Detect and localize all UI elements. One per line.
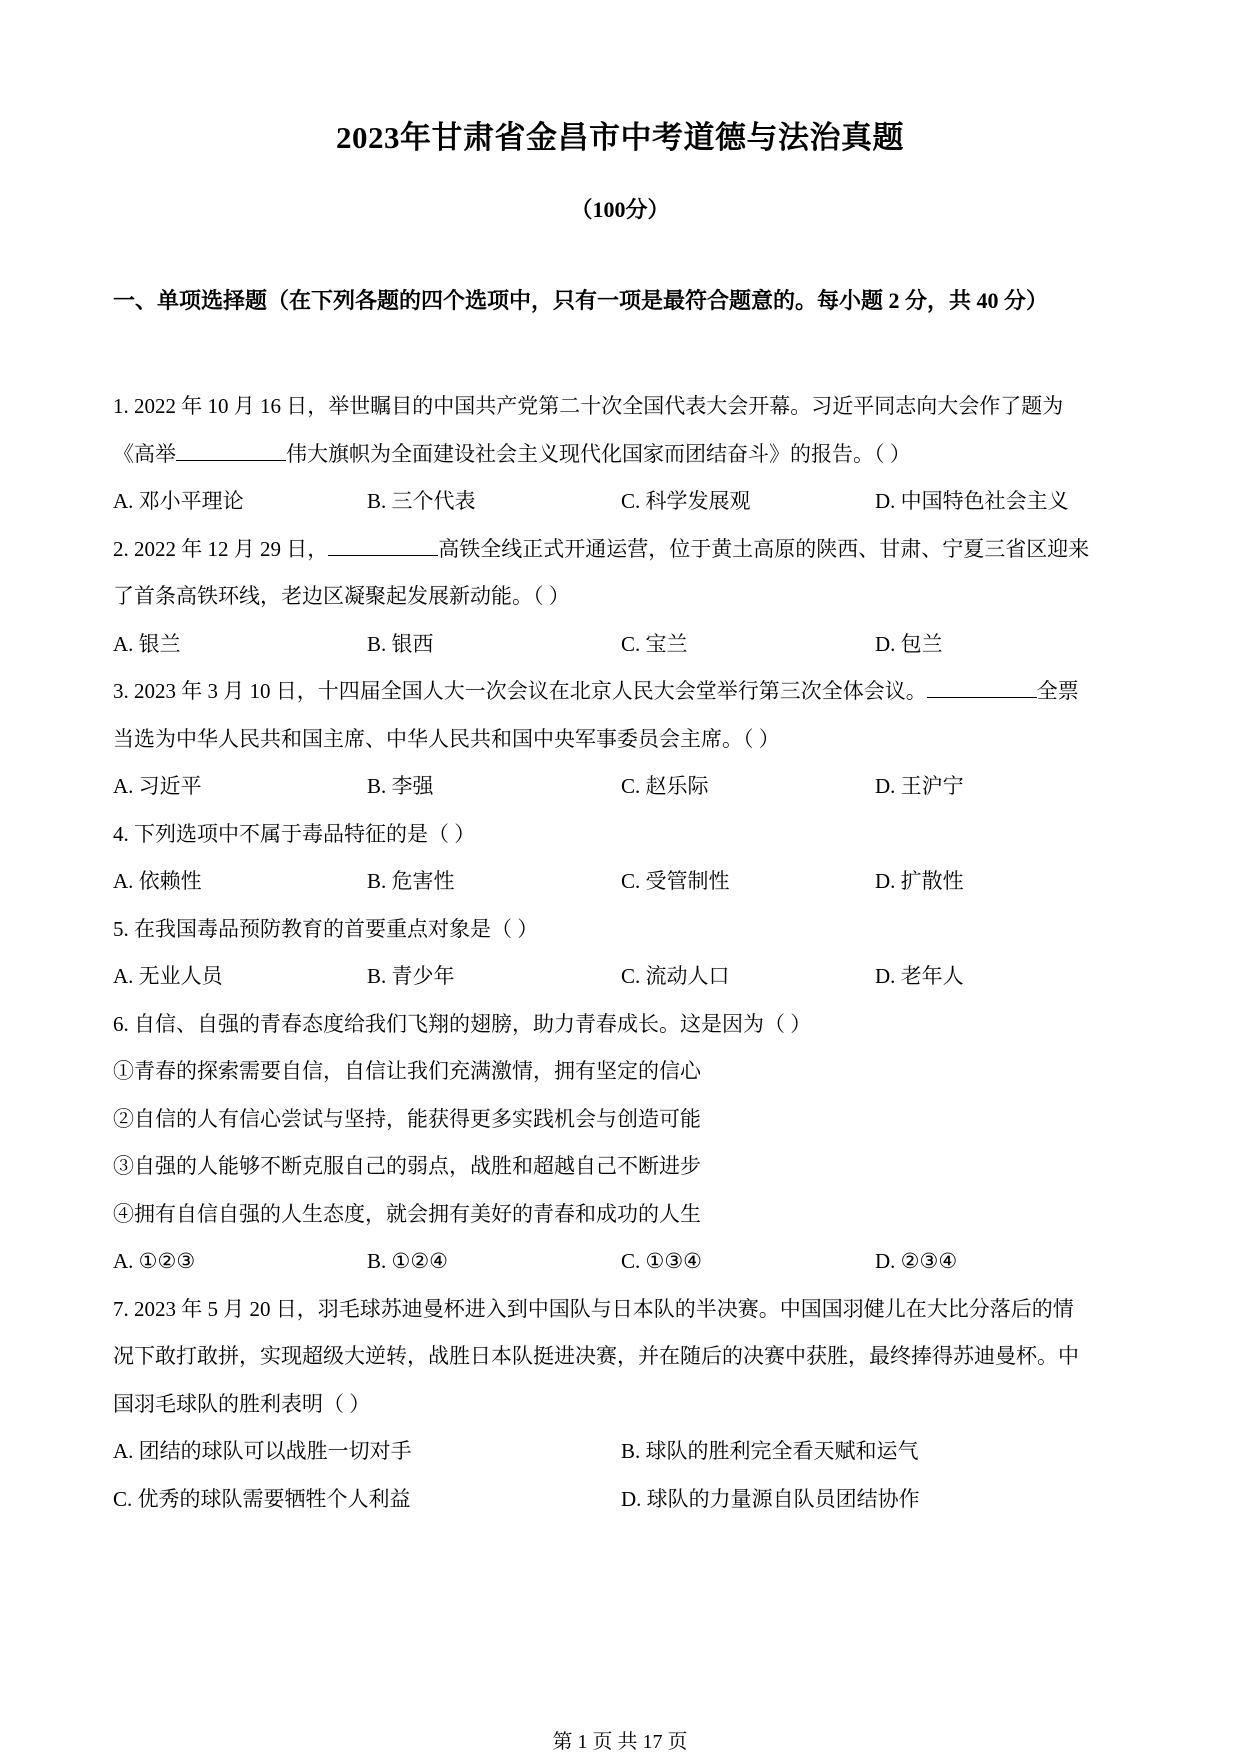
- fill-blank: [176, 440, 286, 461]
- question-4-stem: 4. 下列选项中不属于毒品特征的是（ ）: [113, 821, 476, 846]
- option-c: C. 流动人口: [621, 964, 730, 988]
- option-d: D. 王沪宁: [875, 774, 964, 798]
- option-c: C. 受管制性: [621, 869, 730, 893]
- question-2-stem-cont: 了首条高铁环线，老边区凝聚起发展新动能。（ ）: [113, 584, 570, 608]
- option-d: D. 中国特色社会主义: [875, 489, 1069, 513]
- question-5-options: [113, 961, 1129, 1009]
- option-c: C. 宝兰: [621, 631, 688, 656]
- option-b: B. ①②④: [367, 1249, 448, 1273]
- option-b: B. 三个代表: [367, 489, 476, 513]
- question-3-stem-cont: 当选为中华人民共和国主席、中华人民共和国中央军事委员会主席。（ ）: [113, 726, 780, 751]
- question-1-stem: 1. 2022 年 10 月 16 日，举世瞩目的中国共产党第二十次全国代表大会开幕。习近平同志向大会作了题为: [113, 394, 1064, 418]
- statement-4: ④拥有自信自强的人生态度，就会拥有美好的青春和成功的人生: [113, 1201, 701, 1226]
- question-2-stem: 2. 2022 年 12 月 29 日， 高铁全线正式开通运营，位于黄土高原的陕西、甘肃、宁夏三省区迎来: [113, 536, 1090, 561]
- option-a: A. 无业人员: [113, 964, 223, 988]
- option-a: A. ①②③: [113, 1249, 196, 1273]
- question-6-options: [113, 1246, 1129, 1294]
- question-7-stem: 7. 2023 年 5 月 20 日，羽毛球苏迪曼杯进入到中国队与日本队的半决赛。中国国羽健儿在大比分落后的情: [113, 1296, 1074, 1321]
- option-a: A. 团结的球队可以战胜一切对手: [113, 1439, 412, 1463]
- question-list: [113, 391, 1129, 1531]
- option-c: C. 科学发展观: [621, 489, 751, 513]
- question-5-stem: 5. 在我国毒品预防教育的首要重点对象是（ ）: [113, 916, 539, 941]
- option-a: A. 银兰: [113, 631, 181, 656]
- question-7-options-row2: [113, 1484, 1129, 1532]
- page-number: 第 1 页 共 17 页: [552, 1731, 688, 1753]
- option-c: C. 赵乐际: [621, 774, 709, 798]
- option-a: A. 依赖性: [113, 869, 202, 893]
- page-title: 2023年甘肃省金昌市中考道德与法治真题: [336, 120, 904, 155]
- question-7-options-row1: [113, 1436, 1129, 1484]
- option-b: B. 银西: [367, 631, 434, 656]
- option-c: C. 优秀的球队需要牺牲个人利益: [113, 1486, 411, 1511]
- question-3-stem: 3. 2023 年 3 月 10 日，十四届全国人大一次会议在北京人民大会堂举行第三次全体会议。 全票: [113, 679, 1079, 703]
- question-4-options: [113, 866, 1129, 914]
- option-d: D. 扩散性: [875, 869, 964, 893]
- statement-1: ①青春的探索需要自信，自信让我们充满激情，拥有坚定的信心: [113, 1059, 701, 1083]
- option-d: D. ②③④: [875, 1249, 958, 1273]
- question-1-stem-cont: 《高举 伟大旗帜为全面建设社会主义现代化国家而团结奋斗》的报告。（ ）: [113, 441, 911, 466]
- option-b: B. 球队的胜利完全看天赋和运气: [621, 1439, 919, 1463]
- question-2-options: [113, 629, 1129, 677]
- question-7-stem-cont2: 国羽毛球队的胜利表明（ ）: [113, 1391, 371, 1416]
- option-d: D. 老年人: [875, 964, 964, 988]
- option-a: A. 邓小平理论: [113, 489, 244, 513]
- option-b: B. 李强: [367, 774, 434, 798]
- option-b: B. 青少年: [367, 964, 455, 988]
- option-c: C. ①③④: [621, 1249, 702, 1273]
- question-1-options: [113, 486, 1129, 534]
- question-7-stem-cont: 况下敢打敢拼，实现超级大逆转，战胜日本队挺进决赛，并在随后的决赛中获胜，最终捧得苏迪曼杯。中: [113, 1344, 1079, 1368]
- question-6-stem: 6. 自信、自强的青春态度给我们飞翔的翅膀，助力青春成长。这是因为（ ）: [113, 1011, 812, 1036]
- statement-3: ③自强的人能够不断克服自己的弱点，战胜和超越自己不断进步: [113, 1154, 701, 1178]
- statement-2: ②自信的人有信心尝试与坚持，能获得更多实践机会与创造可能: [113, 1106, 701, 1131]
- option-a: A. 习近平: [113, 774, 202, 798]
- question-3-options: [113, 771, 1129, 819]
- option-d: D. 球队的力量源自队员团结协作: [621, 1486, 920, 1511]
- option-b: B. 危害性: [367, 869, 455, 893]
- option-d: D. 包兰: [875, 631, 943, 656]
- total-score: （100分）: [570, 197, 670, 222]
- fill-blank: [927, 677, 1037, 698]
- section-heading: 一、单项选择题（在下列各题的四个选项中，只有一项是最符合题意的。每小题 2 分，共 40 分）: [113, 288, 1049, 313]
- fill-blank: [328, 535, 438, 556]
